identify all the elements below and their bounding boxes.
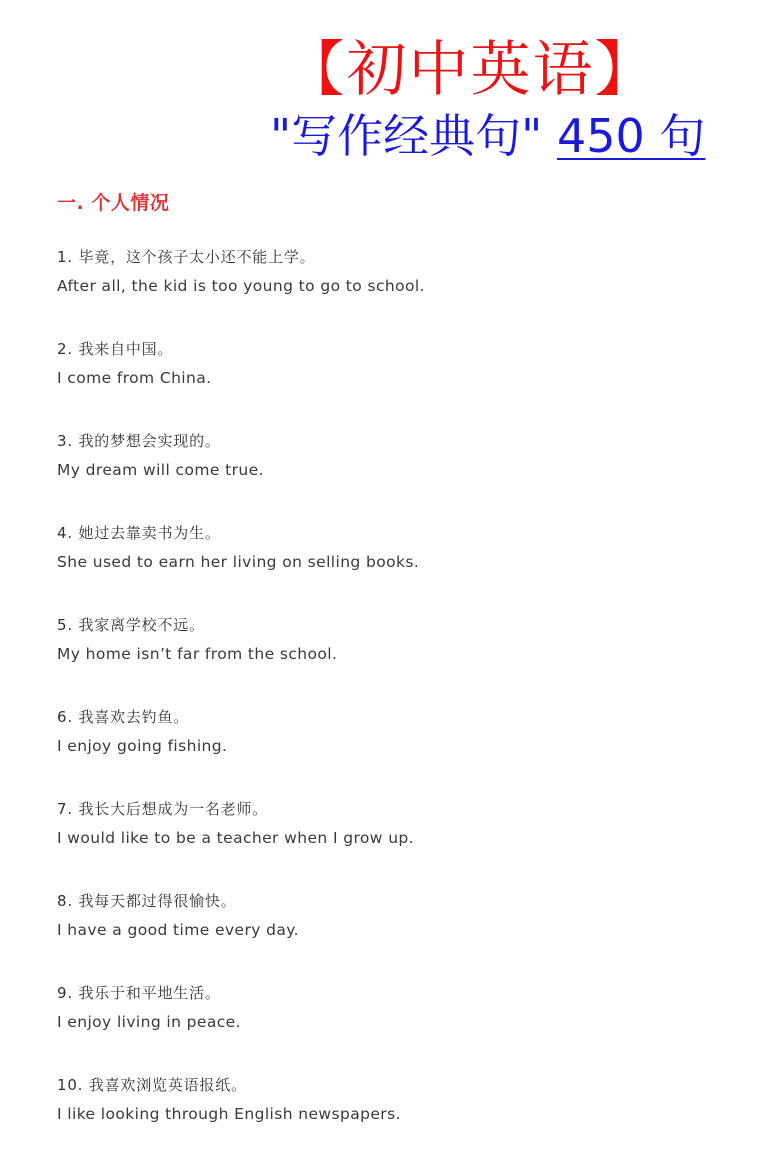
chinese-sentence: 7. 我长大后想成为一名老师。 [57, 800, 269, 818]
page-title: 【初中英语】 [284, 35, 657, 105]
sentence-item [57, 243, 737, 335]
chinese-sentence: 5. 我家离学校不远。 [57, 616, 205, 634]
english-sentence: I come from China. [57, 369, 212, 387]
sentence-item [57, 335, 737, 427]
english-sentence: She used to earn her living on selling books. [57, 553, 420, 571]
chinese-sentence: 10. 我喜欢浏览英语报纸。 [57, 1076, 247, 1094]
chinese-sentence: 9. 我乐于和平地生活。 [57, 984, 221, 1002]
sentence-item [57, 427, 737, 519]
subtitle-quote: "写作经典句" [270, 109, 543, 163]
chinese-sentence: 8. 我每天都过得很愉快。 [57, 892, 237, 910]
sentence-item [57, 1071, 737, 1163]
chinese-sentence: 6. 我喜欢去钓鱼。 [57, 708, 190, 726]
sentence-item [57, 703, 737, 795]
english-sentence: I enjoy going fishing. [57, 737, 228, 755]
english-sentence: My home isn’t far from the school. [57, 645, 338, 663]
english-sentence: My dream will come true. [57, 461, 264, 479]
chinese-sentence: 3. 我的梦想会实现的。 [57, 432, 221, 450]
sentence-list [57, 243, 737, 1163]
english-sentence: I would like to be a teacher when I grow up. [57, 829, 414, 847]
english-sentence: I have a good time every day. [57, 921, 299, 939]
chinese-sentence: 1. 毕竟，这个孩子太小还不能上学。 [57, 248, 316, 266]
chinese-sentence: 4. 她过去靠卖书为生。 [57, 524, 221, 542]
subtitle-count-link[interactable]: 450 句 [556, 109, 706, 163]
page-subtitle [270, 105, 705, 167]
sentence-item [57, 611, 737, 703]
english-sentence: I enjoy living in peace. [57, 1013, 241, 1031]
english-sentence: After all, the kid is too young to go to school. [57, 277, 425, 295]
section-heading: 一. 个人情况 [57, 192, 170, 214]
chinese-sentence: 2. 我来自中国。 [57, 340, 174, 358]
sentence-item [57, 519, 737, 611]
english-sentence: I like looking through English newspapers. [57, 1105, 401, 1123]
sentence-item [57, 795, 737, 887]
sentence-item [57, 979, 737, 1071]
sentence-item [57, 887, 737, 979]
